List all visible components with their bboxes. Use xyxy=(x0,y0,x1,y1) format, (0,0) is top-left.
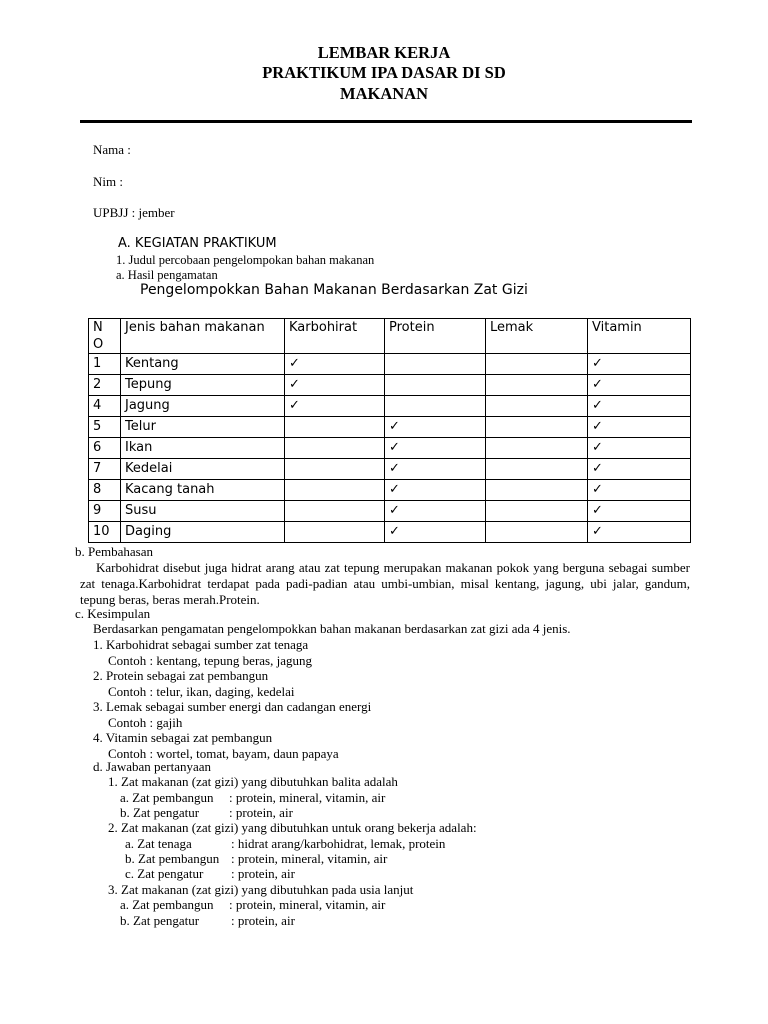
header-jenis: Jenis bahan makanan xyxy=(121,319,285,354)
conclusion-item-title: 1. Karbohidrat sebagai sumber zat tenaga xyxy=(93,637,309,652)
header-rule xyxy=(80,120,692,123)
cell-jenis: Jagung xyxy=(121,396,285,417)
cell-karbohidrat xyxy=(285,375,385,396)
cell-karbohidrat xyxy=(285,438,385,459)
check-icon: ✓ xyxy=(389,461,400,476)
cell-lemak xyxy=(486,501,588,522)
cell-protein xyxy=(385,354,486,375)
conclusion-item-title: 3. Lemak sebagai sumber energi dan cadangan energi xyxy=(93,699,372,714)
check-icon: ✓ xyxy=(389,419,400,434)
cell-jenis: Kedelai xyxy=(121,459,285,480)
cell-protein xyxy=(385,522,486,543)
cell-vitamin xyxy=(588,480,691,501)
section-c-intro: Berdasarkan pengamatan pengelompokkan bahan makanan berdasarkan zat gizi ada 4 jenis. xyxy=(93,621,571,636)
check-icon: ✓ xyxy=(592,440,603,455)
cell-no: 6 xyxy=(89,438,121,459)
cell-lemak xyxy=(486,396,588,417)
header-lemak: Lemak xyxy=(486,319,588,354)
table-row xyxy=(89,396,691,417)
cell-vitamin xyxy=(588,438,691,459)
nim-field: Nim : xyxy=(93,174,123,189)
header-vitamin: Vitamin xyxy=(588,319,691,354)
cell-no: 9 xyxy=(89,501,121,522)
check-icon: ✓ xyxy=(592,356,603,371)
check-icon: ✓ xyxy=(592,524,603,539)
cell-jenis: Kentang xyxy=(121,354,285,375)
conclusion-item-example: Contoh : wortel, tomat, bayam, daun papaya xyxy=(108,746,339,761)
q2-a-label: a. Zat tenaga xyxy=(125,836,192,851)
q3-a-value: : protein, mineral, vitamin, air xyxy=(229,897,386,912)
cell-karbohidrat xyxy=(285,459,385,480)
check-icon: ✓ xyxy=(389,482,400,497)
q1-a-value: : protein, mineral, vitamin, air xyxy=(229,790,386,805)
cell-protein xyxy=(385,396,486,417)
check-icon: ✓ xyxy=(592,398,603,413)
table-row xyxy=(89,438,691,459)
check-icon: ✓ xyxy=(592,419,603,434)
cell-no: 2 xyxy=(89,375,121,396)
cell-lemak xyxy=(486,459,588,480)
section-b-body: Karbohidrat disebut juga hidrat arang atau zat tepung merupakan makanan pokok yang berguna sebagai sumber zat tenaga.Karbohidrat terdapat pada padi-padian atau umbi-umbian, misal kentang, jagung, ubi jalar, gandum, tepung beras, beras merah.Protein. xyxy=(80,560,690,607)
cell-vitamin xyxy=(588,459,691,480)
cell-protein xyxy=(385,375,486,396)
cell-karbohidrat xyxy=(285,354,385,375)
cell-protein xyxy=(385,480,486,501)
title-line-2: PRAKTIKUM IPA DASAR DI SD xyxy=(262,63,506,82)
table-row xyxy=(89,501,691,522)
q1-title: 1. Zat makanan (zat gizi) yang dibutuhkan balita adalah xyxy=(108,774,398,789)
check-icon: ✓ xyxy=(592,482,603,497)
cell-lemak xyxy=(486,438,588,459)
cell-lemak xyxy=(486,375,588,396)
cell-lemak xyxy=(486,354,588,375)
table-header-row xyxy=(89,319,691,354)
nama-field: Nama : xyxy=(93,142,131,157)
cell-karbohidrat xyxy=(285,396,385,417)
cell-jenis: Telur xyxy=(121,417,285,438)
cell-protein xyxy=(385,501,486,522)
cell-no: 10 xyxy=(89,522,121,543)
table-row xyxy=(89,354,691,375)
cell-karbohidrat xyxy=(285,501,385,522)
conclusion-item-example: Contoh : gajih xyxy=(108,715,183,730)
cell-vitamin xyxy=(588,354,691,375)
header-no: N O xyxy=(89,319,121,354)
section-a-heading: A. KEGIATAN PRAKTIKUM xyxy=(118,236,277,251)
cell-jenis: Kacang tanah xyxy=(121,480,285,501)
cell-karbohidrat xyxy=(285,417,385,438)
table-row xyxy=(89,417,691,438)
conclusion-item-example: Contoh : telur, ikan, daging, kedelai xyxy=(108,684,295,699)
title-line-3: MAKANAN xyxy=(340,84,428,103)
cell-vitamin xyxy=(588,522,691,543)
cell-lemak xyxy=(486,522,588,543)
cell-jenis: Ikan xyxy=(121,438,285,459)
check-icon: ✓ xyxy=(289,356,300,371)
q2-c-value: : protein, air xyxy=(231,866,295,881)
q3-a-label: a. Zat pembangun xyxy=(120,897,214,912)
cell-no: 8 xyxy=(89,480,121,501)
check-icon: ✓ xyxy=(592,503,603,518)
q2-b-label: b. Zat pembangun xyxy=(125,851,220,866)
check-icon: ✓ xyxy=(389,440,400,455)
header-protein: Protein xyxy=(385,319,486,354)
cell-jenis: Tepung xyxy=(121,375,285,396)
cell-no: 7 xyxy=(89,459,121,480)
check-icon: ✓ xyxy=(389,524,400,539)
q2-a-value: : hidrat arang/karbohidrat, lemak, protein xyxy=(231,836,446,851)
section-b-heading: b. Pembahasan xyxy=(75,544,153,559)
check-icon: ✓ xyxy=(289,377,300,392)
check-icon: ✓ xyxy=(289,398,300,413)
check-icon: ✓ xyxy=(592,461,603,476)
q3-b-value: : protein, air xyxy=(231,913,295,928)
section-a-item-1: 1. Judul percobaan pengelompokan bahan makanan xyxy=(116,253,375,267)
q3-b-label: b. Zat pengatur xyxy=(120,913,200,928)
cell-vitamin xyxy=(588,501,691,522)
title-line-1: LEMBAR KERJA xyxy=(317,43,451,62)
q1-a-label: a. Zat pembangun xyxy=(120,790,214,805)
table-row xyxy=(89,459,691,480)
table-title: Pengelompokkan Bahan Makanan Berdasarkan Zat Gizi xyxy=(140,282,528,298)
cell-protein xyxy=(385,438,486,459)
cell-protein xyxy=(385,417,486,438)
cell-jenis: Daging xyxy=(121,522,285,543)
conclusion-item-example: Contoh : kentang, tepung beras, jagung xyxy=(108,653,312,668)
table-row xyxy=(89,480,691,501)
cell-jenis: Susu xyxy=(121,501,285,522)
cell-no: 1 xyxy=(89,354,121,375)
check-icon: ✓ xyxy=(389,503,400,518)
q1-b-label: b. Zat pengatur xyxy=(120,805,200,820)
header-karbohidrat: Karbohirat xyxy=(285,319,385,354)
conclusion-item-title: 4. Vitamin sebagai zat pembangun xyxy=(93,730,273,745)
cell-vitamin xyxy=(588,375,691,396)
cell-no: 4 xyxy=(89,396,121,417)
q1-b-value: : protein, air xyxy=(229,805,293,820)
table-row xyxy=(89,522,691,543)
cell-lemak xyxy=(486,480,588,501)
cell-karbohidrat xyxy=(285,480,385,501)
section-d-heading: d. Jawaban pertanyaan xyxy=(93,759,212,774)
check-icon: ✓ xyxy=(592,377,603,392)
section-a-item-a: a. Hasil pengamatan xyxy=(116,268,218,282)
q2-c-label: c. Zat pengatur xyxy=(125,866,204,881)
section-c-heading: c. Kesimpulan xyxy=(75,606,151,621)
cell-vitamin xyxy=(588,417,691,438)
conclusion-item-title: 2. Protein sebagai zat pembangun xyxy=(93,668,269,683)
q2-title: 2. Zat makanan (zat gizi) yang dibutuhkan untuk orang bekerja adalah: xyxy=(108,820,477,835)
table-row xyxy=(89,375,691,396)
cell-karbohidrat xyxy=(285,522,385,543)
cell-vitamin xyxy=(588,396,691,417)
cell-no: 5 xyxy=(89,417,121,438)
cell-protein xyxy=(385,459,486,480)
nutrition-table xyxy=(88,318,691,543)
cell-lemak xyxy=(486,417,588,438)
q3-title: 3. Zat makanan (zat gizi) yang dibutuhkan pada usia lanjut xyxy=(108,882,414,897)
upbjj-field: UPBJJ : jember xyxy=(93,205,175,220)
q2-b-value: : protein, mineral, vitamin, air xyxy=(231,851,388,866)
